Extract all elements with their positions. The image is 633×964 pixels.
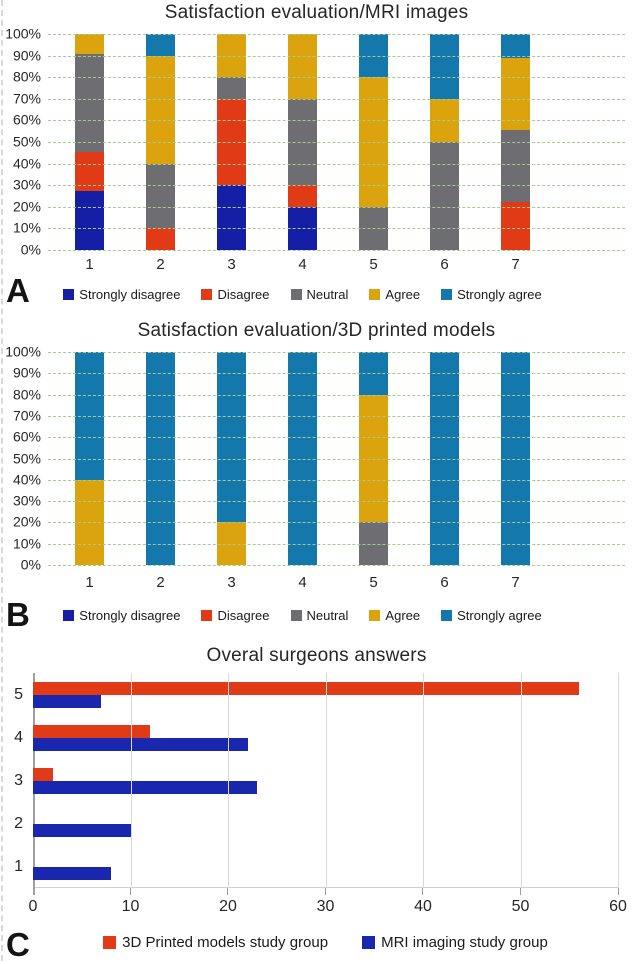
y-tick-label: 50% [12,450,41,467]
axis-tick [325,888,326,895]
legend-item-agree [369,287,420,302]
x-tick-label: 4 [298,256,307,273]
y-axis-labels [0,343,46,573]
x-tick-label: 3 [227,574,236,591]
bar-segment-agree [146,56,175,164]
panel-letter-c: C [6,926,30,963]
gridline [48,459,625,460]
category-label: 5 [14,685,23,703]
bar-segment-strongly-agree [146,34,175,56]
legend-item-neutral [291,608,349,623]
disagree-swatch [201,289,212,300]
agree-swatch [369,610,380,621]
legend-item-strongly-agree [441,608,542,623]
legend-item-strongly-disagree [63,608,180,623]
x-tick-label: 1 [85,574,94,591]
y-tick-label: 60% [12,428,41,445]
x-tick-label: 30 [316,898,335,915]
gridline [48,34,625,35]
axis-tick [618,888,619,895]
gridline [131,673,132,888]
legend-item-3d-printed-models-study-group [103,934,328,951]
disagree-swatch [201,610,212,621]
y-tick-label: 0% [20,241,41,258]
agree-swatch [369,289,380,300]
gridline [48,565,625,566]
category-label: 4 [14,728,23,746]
legend-label: MRI imaging study group [381,934,548,951]
bar-3d-printed-models-study-group [33,682,579,695]
axis-tick [130,888,131,895]
x-tick-label: 7 [511,574,520,591]
y-tick-label: 40% [12,155,41,172]
bar-segment-neutral [501,130,530,202]
x-tick-label: 50 [511,898,530,915]
gridline [48,395,625,396]
x-axis-labels [28,898,627,918]
gridline [48,164,625,165]
panel-letter-b: B [6,596,30,633]
bar-mri-imaging-study-group [33,738,248,751]
bar-segment-neutral [146,164,175,229]
legend-label: Strongly disagree [79,608,181,623]
legend-label: Disagree [217,287,270,302]
gridline [48,544,625,545]
y-tick-label: 20% [12,514,41,531]
bar-segment-disagree [501,202,530,250]
plot-area [48,352,625,565]
gridline [48,373,625,374]
bar-3d-printed-models-study-group [33,725,150,738]
gridline [48,207,625,208]
3d-printed-models-study-group-swatch [103,936,116,949]
y-tick-label: 100% [5,25,41,42]
legend-item-mri-imaging-study-group [362,934,548,951]
gridline [48,416,625,417]
bar-mri-imaging-study-group [33,781,257,794]
category-label: 3 [14,771,23,789]
bar-3d-printed-models-study-group [33,768,53,781]
strongly-disagree-swatch [63,289,74,300]
chart-title: Satisfaction evaluation/MRI images [164,2,469,23]
gridline [48,480,625,481]
strongly-agree-swatch [441,610,452,621]
category-label: 1 [14,857,23,875]
bar-mri-imaging-study-group [33,824,131,837]
bar-segment-agree [75,34,104,54]
x-tick-label: 1 [85,256,94,273]
bar-segment-strongly-agree [501,34,530,58]
y-tick-label: 60% [12,112,41,129]
bar-segment-agree [288,34,317,99]
legend-label: Strongly disagree [79,287,181,302]
y-tick-label: 70% [12,407,41,424]
legend-label: Agree [385,608,421,623]
legend-label: 3D Printed models study group [122,934,329,951]
y-tick-label: 30% [12,176,41,193]
legend-label: Agree [385,287,421,302]
y-tick-label: 80% [12,68,41,85]
x-tick-label: 20 [219,898,237,915]
bar-segment-disagree [146,228,175,250]
x-tick-label: 2 [156,574,165,591]
strongly-disagree-swatch [63,610,74,621]
x-tick-label: 60 [609,898,627,915]
strongly-agree-swatch [441,289,452,300]
y-tick-label: 10% [12,535,41,552]
gridline [48,185,625,186]
x-tick-label: 4 [298,574,307,591]
gridline [618,673,619,888]
legend-item-disagree [201,608,269,623]
axis-tick [227,888,228,895]
y-tick-label: 90% [12,47,41,64]
axis-tick [422,888,423,895]
x-axis-labels [54,574,551,591]
plot-area [48,34,625,250]
legend-label: Strongly agree [457,287,542,302]
y-tick-label: 50% [12,133,41,150]
bar-segment-disagree [288,185,317,207]
panel-c [0,642,633,961]
legend-item-agree [369,608,420,623]
category-label: 2 [14,814,23,832]
x-tick-label: 6 [440,256,449,273]
legend [33,934,618,951]
gridline [48,522,625,523]
gridline [48,120,625,121]
gridline [48,77,625,78]
legend-item-strongly-disagree [63,287,180,302]
legend-item-strongly-agree [441,287,542,302]
gridline [48,228,625,229]
legend-label: Neutral [306,608,349,623]
panel-b [0,312,633,642]
bar-segment-neutral [217,77,246,99]
legend-item-neutral [291,287,349,302]
gridline [48,437,625,438]
y-tick-label: 10% [12,220,41,237]
y-tick-label: 0% [20,556,41,573]
bar-segment-strongly-disagree [75,191,104,250]
panel-letter-a: A [6,272,30,309]
gridline [48,142,625,143]
neutral-swatch [291,289,302,300]
gridline [48,250,625,251]
y-tick-label: 100% [5,343,41,360]
gridline [48,99,625,100]
gridline [48,501,625,502]
y-tick-label: 20% [12,198,41,215]
x-tick-label: 5 [369,256,378,273]
bar-segment-strongly-agree [430,34,459,99]
panel-a [0,0,633,312]
legend-item-disagree [201,287,269,302]
legend [0,608,619,623]
plot-area [33,673,618,888]
x-axis-labels [54,256,551,273]
x-tick-label: 5 [369,574,378,591]
y-tick-label: 30% [12,492,41,509]
x-tick-label: 6 [440,574,449,591]
gridline [228,673,229,888]
x-tick-label: 7 [511,256,520,273]
y-tick-label: 90% [12,364,41,381]
bar-segment-neutral [430,142,459,250]
neutral-swatch [291,610,302,621]
legend [0,287,619,302]
axis-tick [520,888,521,895]
x-tick-label: 2 [156,256,165,273]
chart-title: Satisfaction evaluation/3D printed models [137,320,496,341]
axis-tick [33,888,34,895]
bar-segment-neutral [75,54,104,152]
y-tick-label: 70% [12,90,41,107]
x-tick-label: 3 [227,256,236,273]
gridline [326,673,327,888]
y-tick-label: 80% [12,386,41,403]
legend-label: Strongly agree [457,608,542,623]
bar-segment-strongly-disagree [217,185,246,250]
x-tick-label: 40 [414,898,432,915]
y-tick-label: 40% [12,471,41,488]
gridline [48,352,625,353]
bar-mri-imaging-study-group [33,867,111,880]
bar-segment-agree [501,58,530,130]
legend-label: Neutral [306,287,349,302]
y-axis-labels [0,25,46,258]
category-labels [0,673,27,888]
gridline [521,673,522,888]
bar-mri-imaging-study-group [33,695,101,708]
x-tick-label: 0 [28,898,38,915]
gridline [48,56,625,57]
mri-imaging-study-group-swatch [362,936,375,949]
x-tick-label: 10 [121,898,140,915]
chart-title: Overal surgeons answers [206,645,427,666]
legend-label: Disagree [217,608,270,623]
gridline [423,673,424,888]
